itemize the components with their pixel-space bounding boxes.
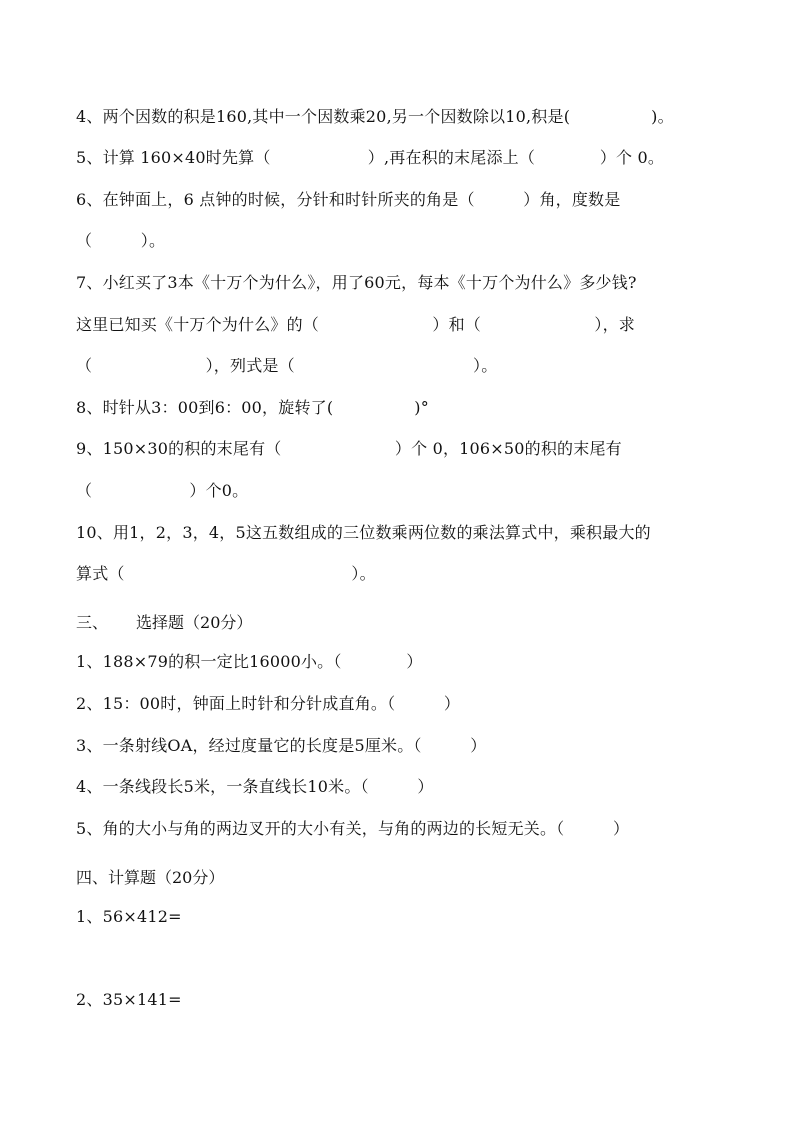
choice-item-5: 5、角的大小与角的两边叉开的大小有关，与角的两边的长短无关。（ ） [76,819,630,838]
question-8: 8、时针从3：00到6：00，旋转了( )° [76,398,429,417]
section-4-heading: 四、计算题（20分） [76,868,225,887]
choice-item-3: 3、一条射线OA，经过度量它的长度是5厘米。（ ） [76,736,487,755]
question-7-line-3: （ ），列式是（ ）。 [76,356,498,375]
choice-item-2: 2、15：00时，钟面上时针和分针成直角。（ ） [76,694,461,713]
question-6-line-2: （ ）。 [76,231,166,250]
section-3-number: 三、 [76,613,109,632]
question-9-line-2: （ ）个0。 [76,481,249,500]
choice-item-1: 1、188×79的积一定比16000小。（ ） [76,652,423,671]
section-3-title: 选择题（20分） [136,613,253,632]
question-10-line-1: 10、用1，2，3，4，5这五数组成的三位数乘两位数的乘法算式中，乘积最大的 [76,523,651,542]
calc-item-2: 2、35×141= [76,990,182,1009]
question-4: 4、两个因数的积是160,其中一个因数乘20,另一个因数除以10,积是( )。 [76,107,674,126]
question-7-line-1: 7、小红买了3本《十万个为什么》，用了60元，每本《十万个为什么》多少钱? [76,273,637,292]
question-10-line-2: 算式（ ）。 [76,564,376,583]
question-9-line-1: 9、150×30的积的末尾有（ ）个 0，106×50的积的末尾有 [76,439,622,458]
question-5: 5、计算 160×40时先算（ ）,再在积的末尾添上（ ）个 0。 [76,148,665,167]
section-3-heading [76,612,252,634]
question-6-line-1: 6、在钟面上，6 点钟的时候，分针和时针所夹的角是（ ）角，度数是 [76,190,621,209]
choice-item-4: 4、一条线段长5米，一条直线长10米。（ ） [76,777,434,796]
calc-item-1: 1、56×412= [76,907,182,926]
question-7-line-2: 这里已知买《十万个为什么》的（ ）和（ ），求 [76,315,636,334]
